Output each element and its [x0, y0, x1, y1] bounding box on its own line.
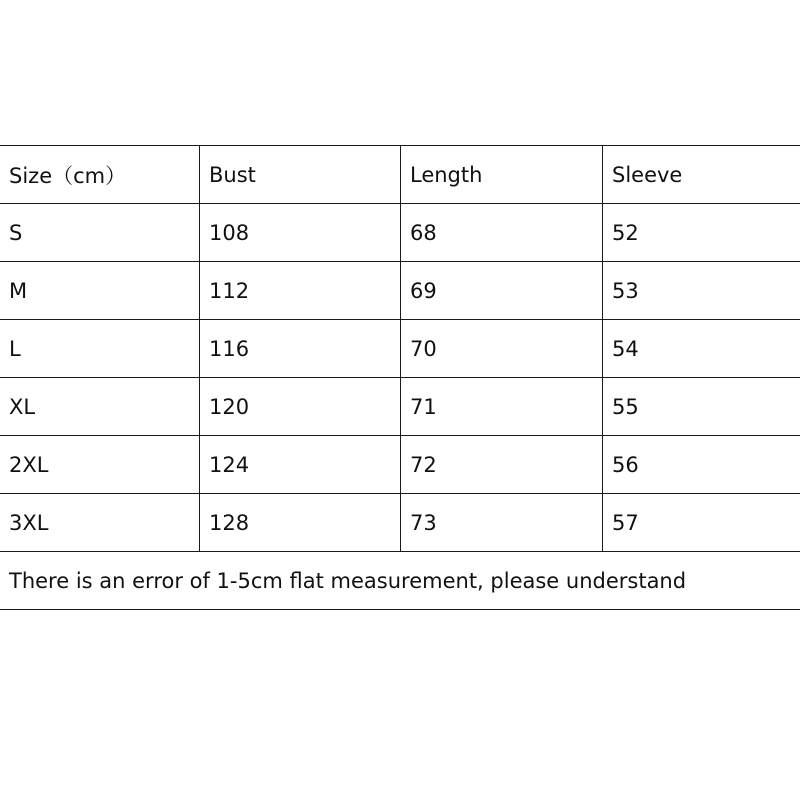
table-row [0, 262, 800, 320]
size-cell: 2XL [0, 436, 200, 494]
table-row [0, 494, 800, 552]
size-cell: S [0, 204, 200, 262]
sleeve-cell: 52 [603, 204, 800, 262]
header-size: Size（cm） [0, 146, 200, 204]
header-sleeve: Sleeve [603, 146, 800, 204]
size-cell: 3XL [0, 494, 200, 552]
header-bust: Bust [200, 146, 401, 204]
size-cell: XL [0, 378, 200, 436]
bust-cell: 112 [200, 262, 401, 320]
bust-cell: 120 [200, 378, 401, 436]
sleeve-cell: 56 [603, 436, 800, 494]
sleeve-cell: 57 [603, 494, 800, 552]
header-length: Length [401, 146, 603, 204]
sleeve-cell: 53 [603, 262, 800, 320]
size-cell: L [0, 320, 200, 378]
header-row [0, 146, 800, 204]
length-cell: 70 [401, 320, 603, 378]
size-cell: M [0, 262, 200, 320]
measurement-note: There is an error of 1-5cm flat measurement, please understand [0, 552, 800, 610]
bust-cell: 124 [200, 436, 401, 494]
length-cell: 72 [401, 436, 603, 494]
length-cell: 71 [401, 378, 603, 436]
length-cell: 68 [401, 204, 603, 262]
note-row [0, 552, 800, 610]
table-row [0, 436, 800, 494]
size-chart-table [0, 145, 800, 610]
table-row [0, 320, 800, 378]
bust-cell: 116 [200, 320, 401, 378]
table-row [0, 378, 800, 436]
length-cell: 73 [401, 494, 603, 552]
length-cell: 69 [401, 262, 603, 320]
table-row [0, 204, 800, 262]
bust-cell: 128 [200, 494, 401, 552]
sleeve-cell: 55 [603, 378, 800, 436]
bust-cell: 108 [200, 204, 401, 262]
sleeve-cell: 54 [603, 320, 800, 378]
